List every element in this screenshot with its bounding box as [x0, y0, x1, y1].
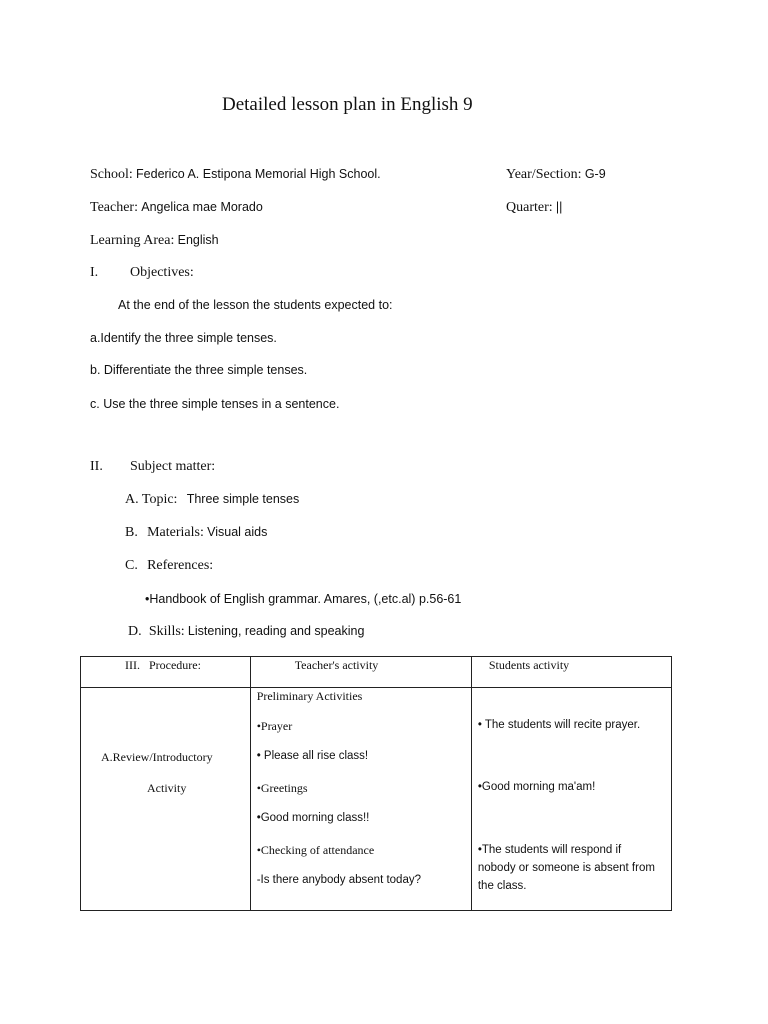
skills-line — [128, 623, 364, 640]
teacher-greetings: •Greetings — [256, 781, 308, 795]
students-respond-line: nobody or someone is absent from — [477, 862, 655, 874]
teacher-preliminary: Preliminary Activities — [256, 689, 363, 703]
table-row — [81, 688, 672, 911]
row-label-line: A.Review/Introductory — [101, 750, 213, 764]
subject-matter-heading: Subject matter: — [130, 459, 216, 474]
teacher-rise: • Please all rise class! — [256, 750, 369, 762]
materials-label: Materials: — [147, 525, 204, 540]
students-recite: • The students will recite prayer. — [477, 719, 641, 731]
teacher-attendance: •Checking of attendance — [256, 843, 375, 857]
row-label-cell — [81, 688, 251, 911]
students-respond-line: •The students will respond if — [477, 844, 622, 856]
school-line — [90, 166, 381, 183]
students-good-morning: •Good morning ma'am! — [477, 781, 596, 793]
reference-item: •Handbook of English grammar. Amares, (,etc.al) p.56-61 — [145, 592, 462, 606]
students-header-cell — [471, 657, 671, 688]
objective-item: b. Differentiate the three simple tenses. — [90, 363, 308, 377]
objectives-heading: Objectives: — [130, 265, 194, 280]
year-section-line — [506, 166, 606, 183]
school-label: School: — [90, 167, 133, 182]
students-header: Students activity — [488, 658, 570, 672]
procedure-header-cell — [81, 657, 251, 688]
learning-area-value: English — [177, 233, 219, 247]
objectives-numeral: I. — [90, 265, 99, 280]
materials-line — [125, 524, 267, 541]
references-label: References: — [147, 558, 214, 573]
procedure-header: III. Procedure: — [125, 658, 201, 672]
teacher-label: Teacher: — [90, 200, 138, 215]
topic-value: Three simple tenses — [186, 492, 300, 506]
students-activity-cell — [471, 688, 671, 911]
teacher-good-morning: •Good morning class!! — [256, 812, 370, 824]
objective-item: c. Use the three simple tenses in a sentence. — [90, 397, 340, 411]
year-section-value: G-9 — [584, 167, 606, 181]
quarter-value: || — [555, 200, 563, 214]
topic-label: Topic: — [141, 492, 178, 507]
objective-item: a.Identify the three simple tenses. — [90, 331, 277, 345]
teacher-prayer: •Prayer — [256, 719, 293, 733]
references-marker: C. — [125, 558, 138, 573]
materials-value: Visual aids — [207, 525, 268, 539]
year-section-label: Year/Section: — [506, 167, 582, 182]
table-header-row — [81, 657, 672, 688]
teacher-line — [90, 199, 263, 216]
topic-marker: A. — [125, 492, 139, 507]
learning-area-line — [90, 232, 219, 249]
quarter-line — [506, 199, 562, 216]
teacher-value: Angelica mae Morado — [141, 200, 263, 214]
references-line — [125, 557, 213, 574]
row-label-line: Activity — [147, 781, 187, 795]
teacher-header: Teacher's activity — [294, 658, 379, 672]
teacher-activity-cell — [250, 688, 471, 911]
quarter-label: Quarter: — [506, 200, 553, 215]
learning-area-label: Learning Area: — [90, 233, 175, 248]
materials-marker: B. — [125, 525, 138, 540]
skills-value: Listening, reading and speaking — [187, 624, 365, 638]
document-title: Detailed lesson plan in English 9 — [222, 94, 473, 115]
skills-label: Skills: — [148, 624, 185, 639]
topic-line — [125, 491, 299, 508]
students-respond-line: the class. — [477, 880, 527, 892]
school-value: Federico A. Estipona Memorial High School. — [136, 167, 381, 181]
teacher-absent-question: -Is there anybody absent today? — [256, 874, 421, 886]
teacher-header-cell — [250, 657, 471, 688]
procedure-table — [80, 656, 672, 911]
skills-marker: D. — [128, 624, 142, 639]
objectives-intro: At the end of the lesson the students expected to: — [118, 298, 393, 312]
subject-matter-numeral: II. — [90, 459, 103, 474]
